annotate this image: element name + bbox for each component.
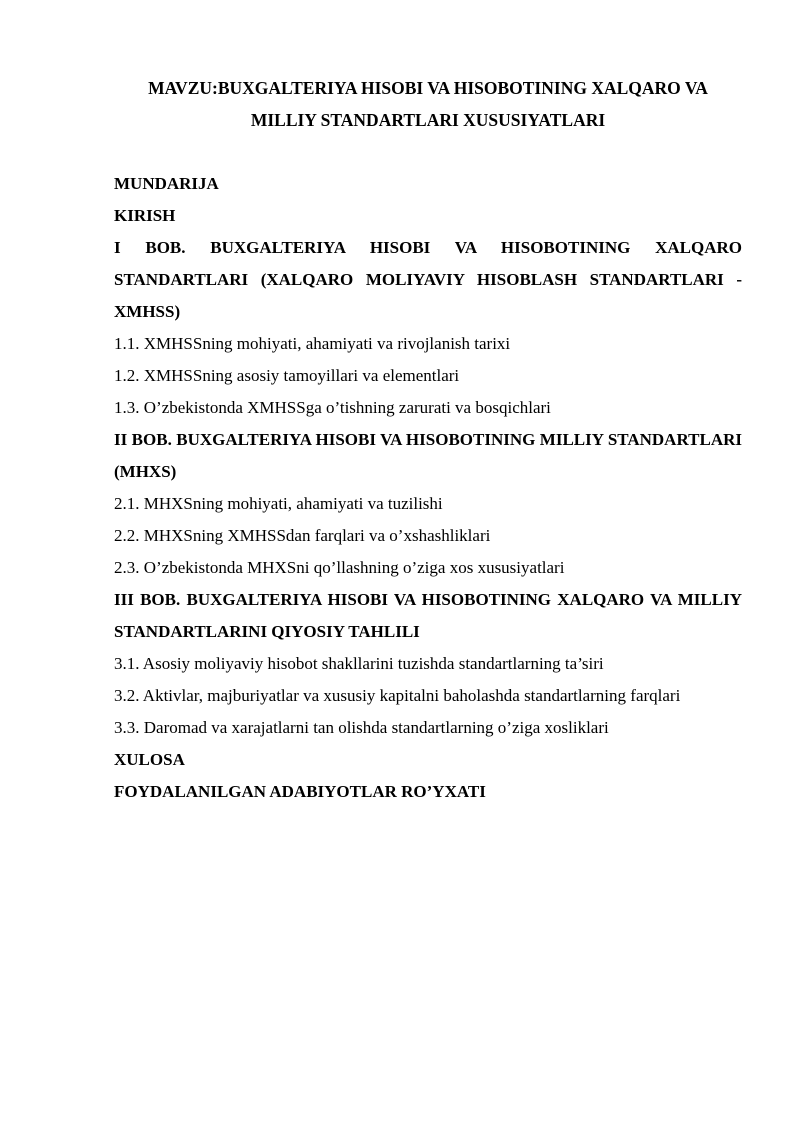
toc-item-references: FOYDALANILGAN ADABIYOTLAR RO’YXATI	[114, 782, 486, 801]
toc-item-1-3: 1.3. O’zbekistonda XMHSSga o’tishning zarurati va bosqichlari	[114, 398, 551, 417]
toc-item-chapter-1: I BOB. BUXGALTERIYA HISOBI VA HISOBOTINING XALQARO STANDARTLARI (XALQARO MOLIYAVIY HISOBLASH STANDARTLARI - XMHSS)	[114, 238, 742, 321]
table-of-contents	[114, 168, 742, 808]
toc-item-conclusion: XULOSA	[114, 750, 185, 769]
toc-item-1-1: 1.1. XMHSSning mohiyati, ahamiyati va rivojlanish tarixi	[114, 334, 511, 353]
document-title: MAVZU:BUXGALTERIYA HISOBI VA HISOBOTINING XALQARO VA MILLIY STANDARTLARI XUSUSIYATLARI	[148, 78, 708, 130]
toc-item-1-2: 1.2. XMHSSning asosiy tamoyillari va elementlari	[114, 366, 460, 385]
toc-item-chapter-3: III BOB. BUXGALTERIYA HISOBI VA HISOBOTINING XALQARO VA MILLIY STANDARTLARINI QIYOSIY TAHLILI	[114, 590, 742, 641]
toc-item-3-3: 3.3. Daromad va xarajatlarni tan olishda standartlarning o’ziga xosliklari	[114, 718, 609, 737]
toc-item-3-2: 3.2. Aktivlar, majburiyatlar va xususiy kapitalni baholashda standartlarning farqlari	[114, 686, 681, 705]
toc-item-2-3: 2.3. O’zbekistonda MHXSni qo’llashning o’ziga xos xususiyatlari	[114, 558, 565, 577]
toc-item-2-2: 2.2. MHXSning XMHSSdan farqlari va o’xshashliklari	[114, 526, 491, 545]
toc-item-introduction: KIRISH	[114, 206, 176, 225]
toc-item-3-1: 3.1. Asosiy moliyaviy hisobot shakllarini tuzishda standartlarning ta’siri	[114, 654, 604, 673]
contents-heading: MUNDARIJA	[114, 174, 219, 193]
document-page	[114, 72, 742, 808]
toc-item-chapter-2: II BOB. BUXGALTERIYA HISOBI VA HISOBOTINING MILLIY STANDARTLARI (MHXS)	[114, 430, 742, 481]
toc-item-2-1: 2.1. MHXSning mohiyati, ahamiyati va tuzilishi	[114, 494, 443, 513]
